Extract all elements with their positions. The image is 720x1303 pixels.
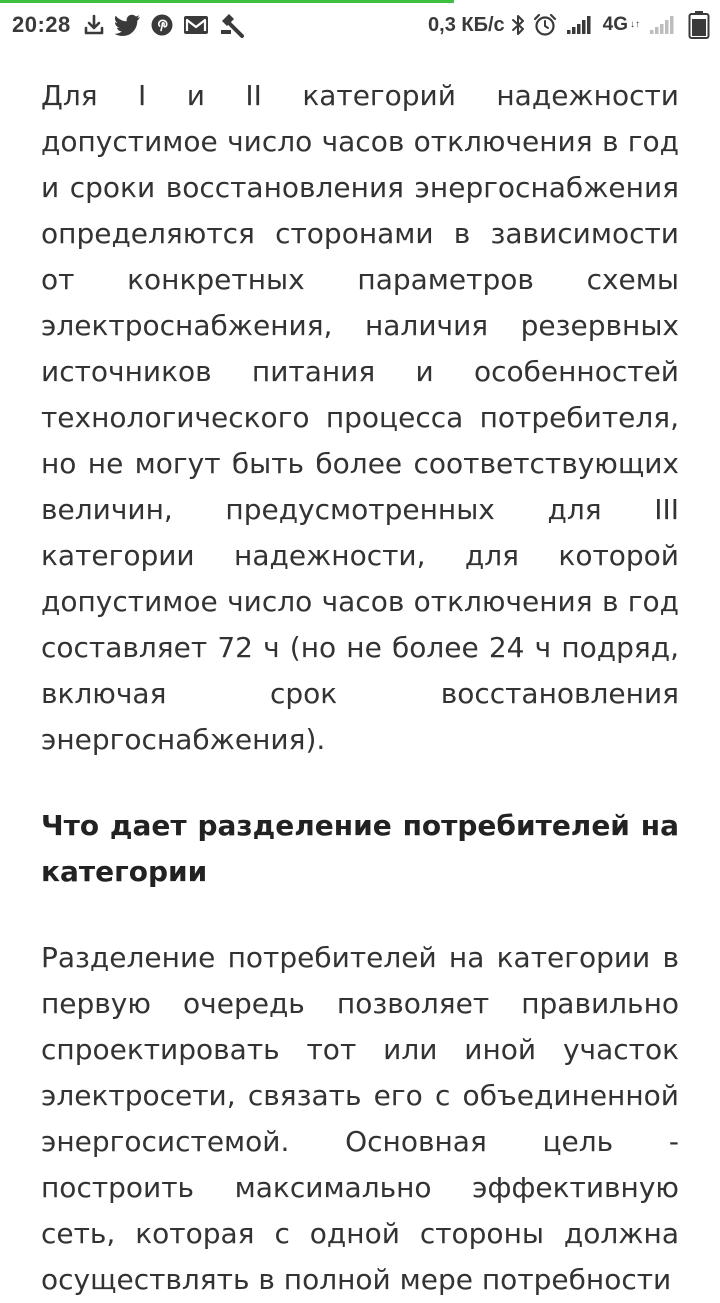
battery-icon <box>688 11 710 39</box>
status-bar-left <box>12 12 255 38</box>
hammer-icon <box>219 12 245 38</box>
section-heading: Что дает разделение потребителей на категории <box>41 809 679 888</box>
paragraph-spacer <box>41 895 679 935</box>
download-icon <box>83 14 105 36</box>
paragraph-spacer <box>41 763 679 803</box>
article-paragraph: Разделение потребителей на категории в первую очередь позволяет правильно спроектировать тот или иной участок электросети, связать его с объединенной энергосистемой. Основная цель - построить максимально эффективную сеть, которая с одной стороны должна осуществлять в полной мере потребности <box>41 941 679 1296</box>
signal-icon <box>567 14 595 36</box>
signal-empty-icon <box>650 14 678 36</box>
article-content <box>41 73 679 1303</box>
article-paragraph: Для I и II категорий надежности допустимое число часов отключения в год и сроки восстановления энергоснабжения определяются сторонами в зависимости от конкретных параметров схемы электроснабжения, наличия резервных источников питания и особенностей технологического процесса потребителя, но не могут быть более соответствующих величин, предусмотренных для III категории надежности, для которой допустимое число часов отключения в год составляет 72 ч (но не более 24 ч подряд, включая срок восстановления энергоснабжения). <box>41 79 679 756</box>
status-bar <box>0 0 720 50</box>
clock: 20:28 <box>12 12 71 37</box>
mail-icon <box>183 14 209 36</box>
twitter-icon <box>115 14 141 36</box>
network-speed: 0,3 КБ/с <box>428 13 505 36</box>
alarm-icon <box>533 13 557 37</box>
pinterest-icon <box>151 14 173 36</box>
bluetooth-icon <box>511 13 525 37</box>
data-activity-arrows: ↓↑ <box>630 19 640 30</box>
status-bar-right <box>428 11 710 39</box>
network-type: 4G <box>602 14 628 35</box>
